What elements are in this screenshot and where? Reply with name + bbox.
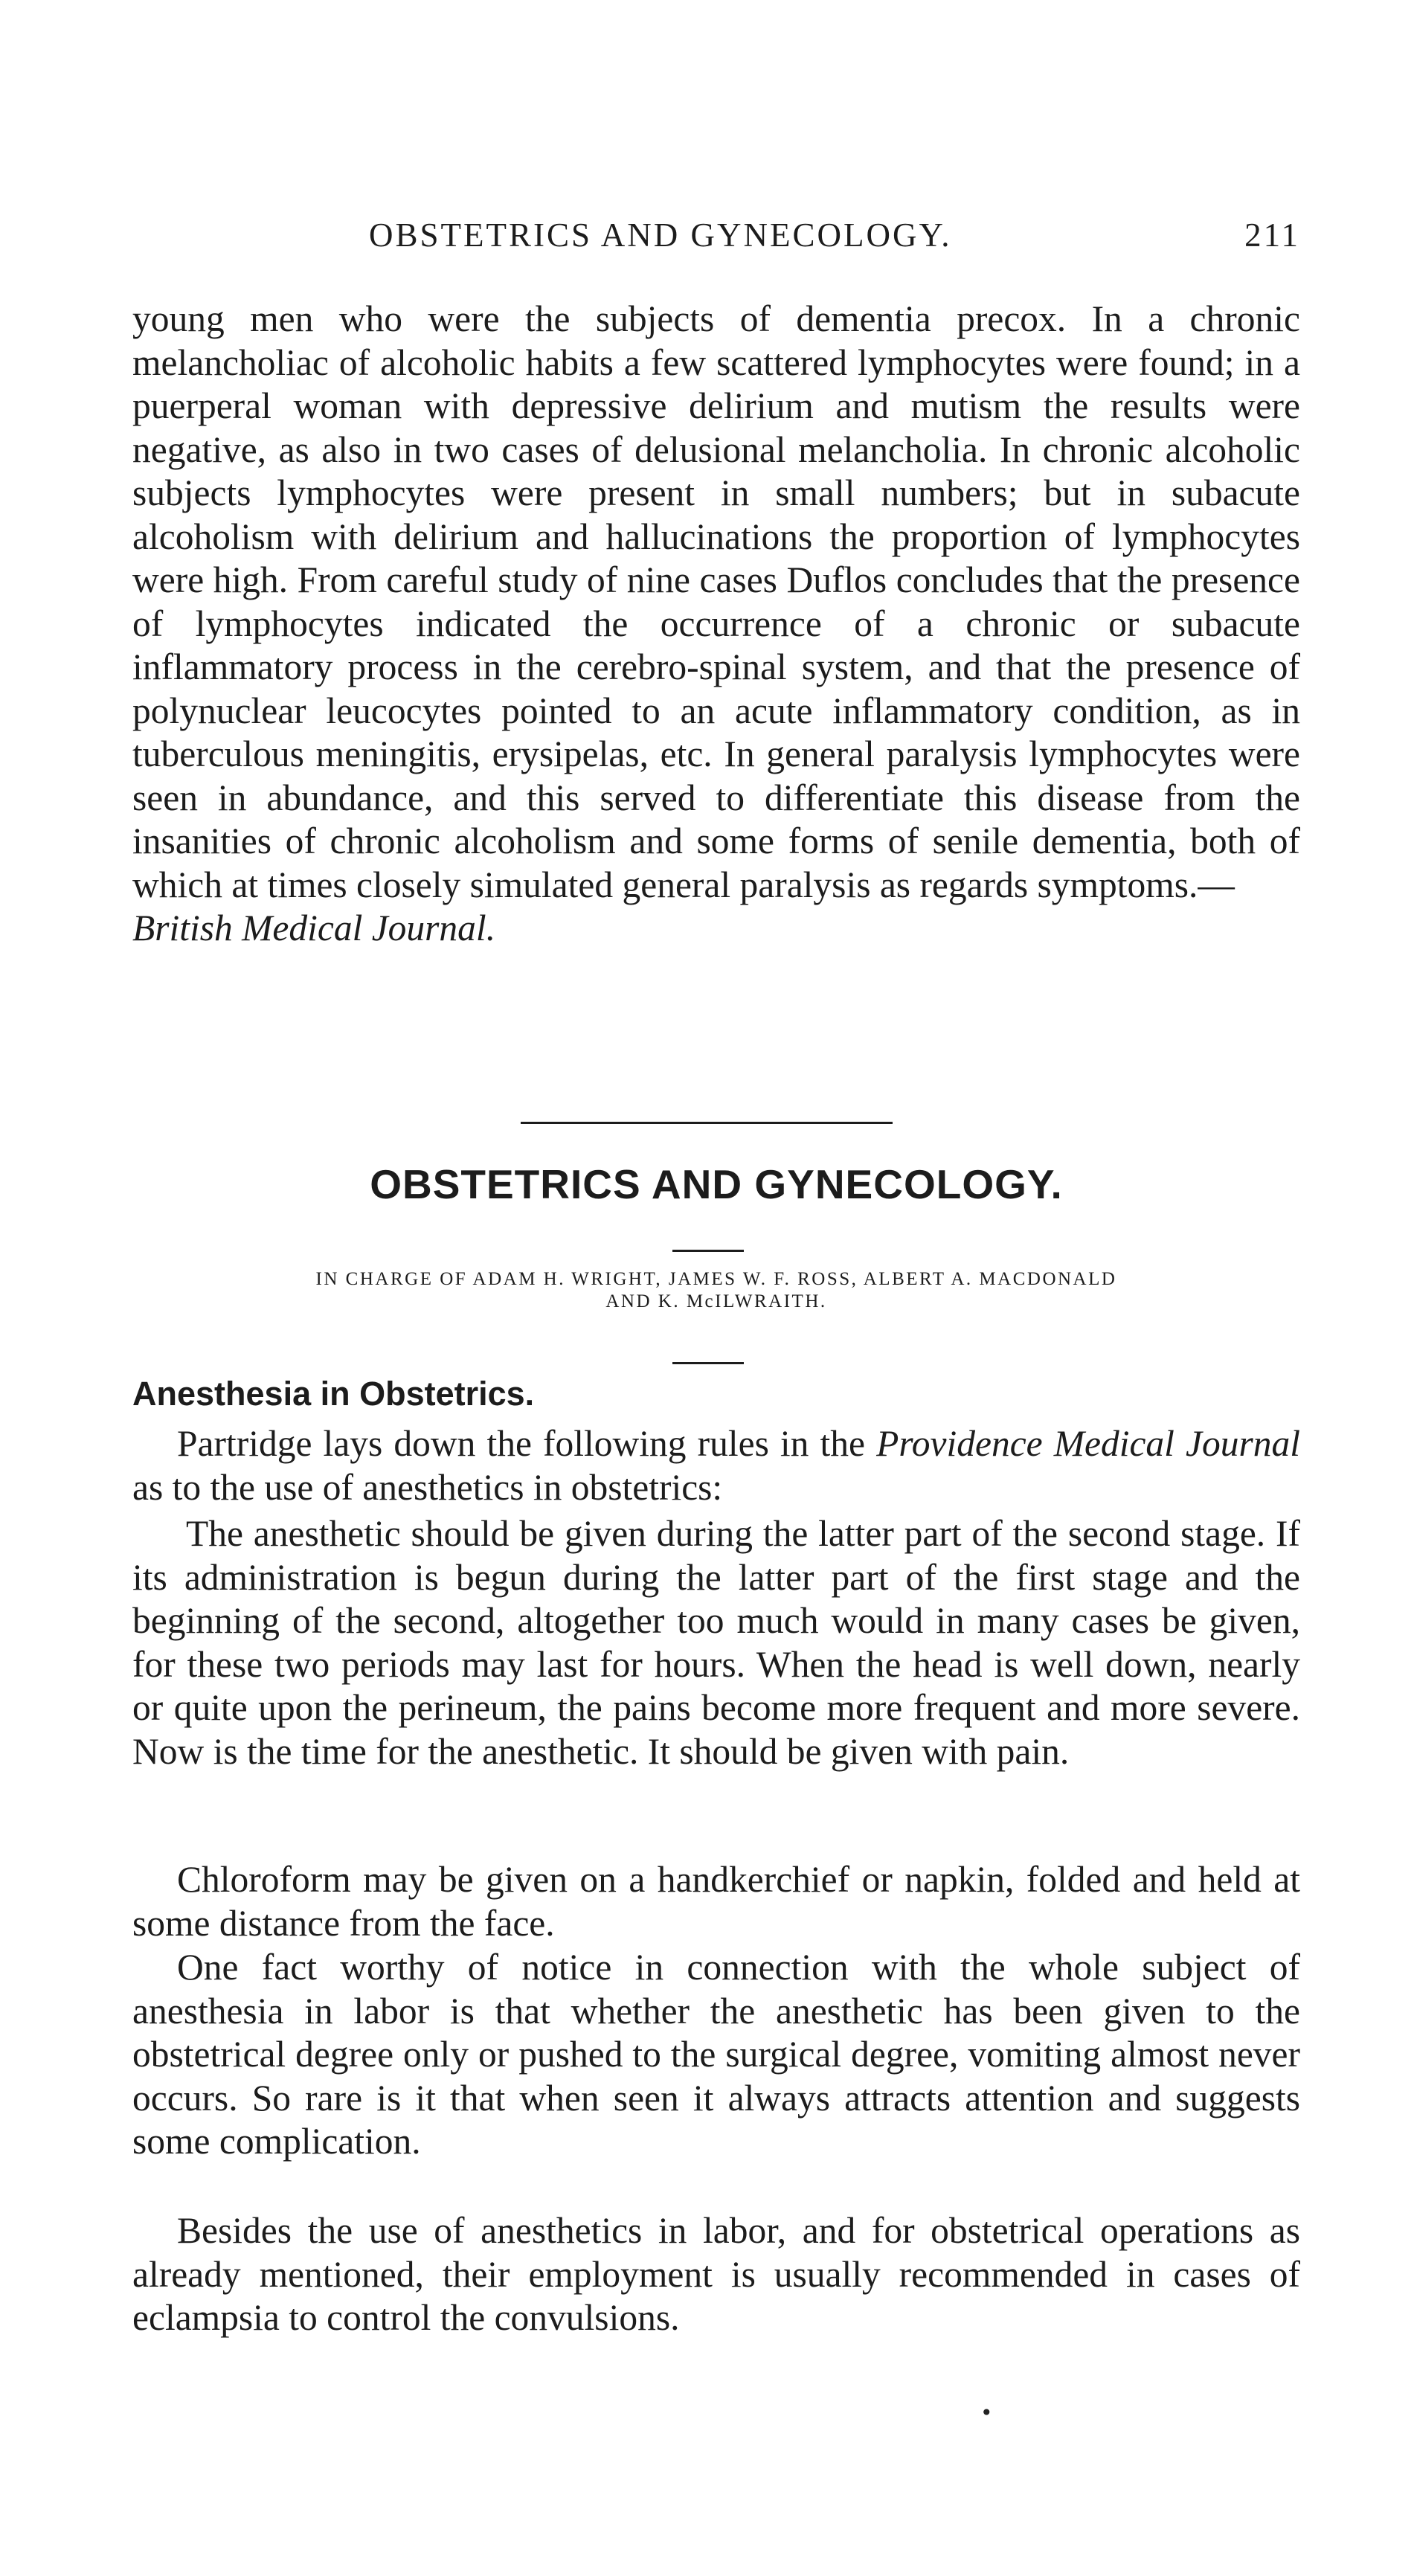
intro-journal-name: Providence Medical Journal xyxy=(876,1423,1300,1464)
editors-line-2: AND K. McILWRAITH. xyxy=(605,1291,827,1311)
continuation-source: British Medical Journal. xyxy=(132,908,496,948)
footer-printer-mark: • xyxy=(980,2400,993,2425)
section-title: OBSTETRICS AND GYNECOLOGY. xyxy=(370,1161,1063,1207)
editors-line-1: IN CHARGE OF ADAM H. WRIGHT, JAMES W. F. ROSS, ALBERT A. MACDONALD xyxy=(315,1269,1117,1289)
continuation-paragraph xyxy=(132,298,1300,951)
article-intro-paragraph xyxy=(132,1422,1300,1509)
page-number: 211 xyxy=(1244,216,1300,254)
article-paragraph-2: The anesthetic should be given during the latter part of the second stage. If its administration is begun during the latter part of the first stage and the beginning of the second, altogether too much would in many cases be given, for these two periods may last for hours. When the head is well down, nearly or quite upon the perineum, the pains become more frequent and more severe. Now is the time for the anesthetic. It should be given with pain. xyxy=(132,1513,1300,1772)
running-head-title: OBSTETRICS AND GYNECOLOGY. xyxy=(369,216,952,254)
intro-text-before: Partridge lays down the following rules in the xyxy=(177,1423,877,1464)
section-divider-rule xyxy=(521,1122,893,1124)
article-heading: Anesthesia in Obstetrics. xyxy=(132,1375,535,1413)
article-paragraph-5: Besides the use of anesthetics in labor, and for obstetrical operations as already mentioned, their employment is usually recommended in cases of eclampsia to control the convulsions. xyxy=(132,2210,1300,2338)
editors-underline-rule xyxy=(672,1362,744,1364)
running-head xyxy=(132,216,1300,268)
continuation-text: young men who were the subjects of dementia precox. In a chronic melancholiac of alcoholic habits a few scattered lymphocytes were found; in a puerperal woman with depressive delirium and mutism the results were negative, as also in two cases of delusional melancholia. In chronic alcoholic subjects lymphocytes were present in small numbers; but in subacute alcoholism with delirium and hallucinations the proportion of lymphocytes were high. From careful study of nine cases Duflos concludes that the presence of lymphocytes indicated the occurrence of a chronic or subacute inflammatory process in the cerebro-spinal system, and that the presence of polynuclear leucocytes pointed to an acute inflammatory condition, as in tuberculous meningitis, erysipelas, etc. In general paralysis lymphocytes were seen in abundance, and this served to differentiate this disease from the insanities of chronic alcoholism and some forms of senile dementia, both of which at times closely simulated general paralysis as regards symptoms.— xyxy=(132,298,1300,905)
article-paragraph-3: Chloroform may be given on a handkerchief or napkin, folded and held at some distance from the face. xyxy=(132,1859,1300,1944)
editors-line xyxy=(132,1268,1300,1313)
intro-text-after: as to the use of anesthetics in obstetrics: xyxy=(132,1466,723,1508)
article-paragraph-4: One fact worthy of notice in connection with the whole subject of anesthesia in labor is that whether the anesthetic has been given to the obstetrical degree only or pushed to the surgical degree, vomiting almost never occurs. So rare is it that when seen it always attracts attention and suggests some complication. xyxy=(132,1947,1300,2162)
title-underline-rule xyxy=(672,1250,744,1252)
